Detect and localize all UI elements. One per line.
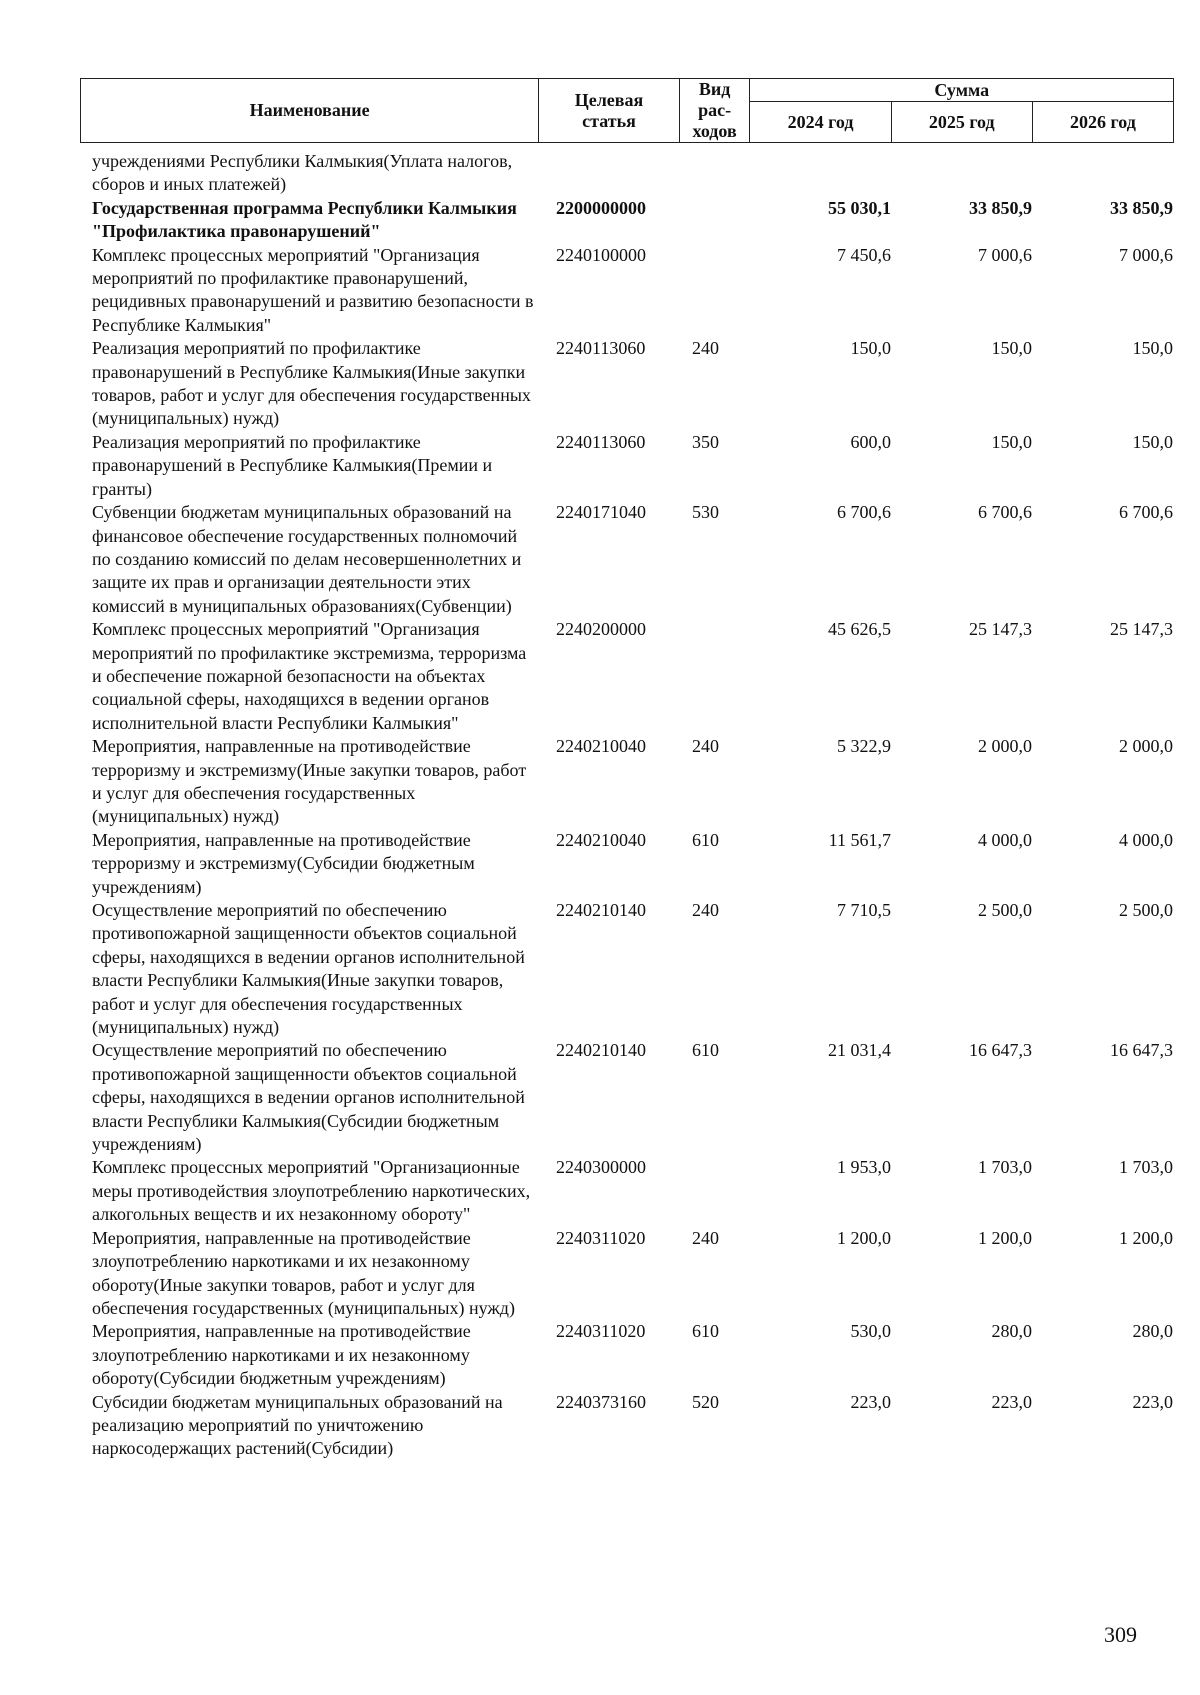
table-row: [92, 501, 1174, 618]
row-sum-2025: 1 200,0: [978, 1227, 1032, 1248]
row-sum-2026: 1 200,0: [1119, 1227, 1173, 1248]
row-article: 2240210140: [556, 900, 646, 920]
table-row: [92, 1039, 1174, 1156]
row-name: Реализация мероприятий по профилактике правонарушений в Республике Калмыкия(Иные закупки товаров, работ и услуг для обеспечения государственных (муниципальных) нужд): [92, 338, 531, 429]
row-name: Комплекс процессных мероприятий "Организационные меры противодействия злоупотреблению наркотических, алкогольных веществ и их незаконному обороту": [92, 1157, 531, 1225]
row-name: Мероприятия, направленные на противодействие терроризму и экстремизму(Субсидии бюджетным учреждениям): [92, 829, 475, 897]
row-sum-2025: 7 000,6: [978, 244, 1032, 265]
row-sum-2026: 150,0: [1132, 338, 1173, 359]
page-number: 309: [1104, 1622, 1137, 1647]
row-sum-2024: 55 030,1: [828, 197, 891, 218]
table-header: [80, 78, 1174, 143]
row-article: 2240113060: [556, 338, 646, 359]
table-row: [92, 1227, 1174, 1321]
table-row: [92, 1320, 1174, 1390]
header-vid-line3: ходов: [692, 121, 737, 141]
row-name: Государственная программа Республики Калмыкия "Профилактика правонарушений": [92, 197, 517, 242]
row-sum-2026: 16 647,3: [1110, 1040, 1173, 1061]
row-sum-2026: 6 700,6: [1119, 502, 1173, 523]
row-name: Мероприятия, направленные на противодействие злоупотреблению наркотиками и их незаконному обороту(Субсидии бюджетным учреждениям): [92, 1321, 471, 1389]
row-sum-2025: 280,0: [991, 1321, 1032, 1342]
header-year-2025: 2025 год: [891, 102, 1032, 143]
header-article: [539, 79, 679, 143]
row-vid: 520: [692, 1391, 719, 1412]
header-vid-line1: Вид: [698, 79, 731, 99]
header-sum: Сумма: [750, 79, 1174, 102]
row-sum-2025: 2 000,0: [978, 736, 1032, 757]
header-article-line2: статья: [582, 110, 636, 131]
row-sum-2026: 150,0: [1132, 431, 1173, 452]
row-vid: 610: [692, 829, 719, 850]
table-row: [92, 735, 1174, 829]
row-article: 2240210040: [556, 829, 646, 850]
row-sum-2026: 25 147,3: [1110, 619, 1173, 640]
header-article-line1: Целевая: [574, 89, 644, 110]
row-sum-2025: 4 000,0: [978, 829, 1032, 850]
row-sum-2024: 1 953,0: [837, 1157, 891, 1178]
row-sum-2024: 530,0: [850, 1321, 891, 1342]
row-sum-2024: 223,0: [850, 1391, 891, 1412]
row-sum-2026: 1 703,0: [1119, 1157, 1173, 1178]
row-sum-2025: 33 850,9: [969, 197, 1032, 218]
row-name: Комплекс процессных мероприятий "Организация мероприятий по профилактике правонарушений, рецидивных правонарушений и развитию безопасности в Республике Калмыкия": [92, 244, 534, 335]
row-article: 2240300000: [556, 1157, 646, 1178]
row-vid: 240: [692, 736, 719, 757]
header-year-2026: 2026 год: [1032, 102, 1173, 143]
row-sum-2024: 7 450,6: [837, 244, 891, 265]
table-row: [92, 197, 1174, 244]
row-article: 2240311020: [556, 1321, 646, 1342]
table-row: [92, 337, 1174, 431]
table-row: [92, 1156, 1174, 1226]
row-sum-2026: 33 850,9: [1110, 197, 1173, 218]
table-row: [92, 899, 1174, 1039]
row-sum-2024: 150,0: [850, 338, 891, 359]
row-article: 2240373160: [556, 1391, 646, 1412]
row-name: Субвенции бюджетам муниципальных образований на финансовое обеспечение государственных полномочий по созданию комиссий по делам несовершеннолетних и защите их прав и организации деятельности этих комиссий в муниципальных образованиях(Субвенции): [92, 502, 522, 616]
row-vid: 530: [692, 502, 719, 523]
row-sum-2024: 600,0: [850, 431, 891, 452]
row-sum-2024: 45 626,5: [828, 619, 891, 640]
row-sum-2025: 6 700,6: [978, 502, 1032, 523]
row-article: 2240113060: [556, 431, 646, 452]
row-name: учреждениями Республики Калмыкия(Уплата налогов, сборов и иных платежей): [92, 151, 513, 195]
row-sum-2026: 2 500,0: [1119, 900, 1173, 920]
row-sum-2025: 2 500,0: [978, 900, 1032, 920]
table-row: [92, 150, 1174, 197]
row-article: 2240200000: [556, 619, 646, 640]
row-name: Реализация мероприятий по профилактике правонарушений в Республике Калмыкия(Премии и гранты): [92, 431, 493, 499]
row-name: Осуществление мероприятий по обеспечению противопожарной защищенности объектов социальной сферы, находящихся в ведении органов исполнительной власти Республики Калмыкия(Иные закупки товаров, работ и услуг для обеспечения государственных (муниципальных) нужд): [92, 900, 525, 1038]
row-name: Мероприятия, направленные на противодействие терроризму и экстремизму(Иные закупки товаров, работ и услуг для обеспечения государственных (муниципальных) нужд): [92, 736, 527, 827]
row-sum-2024: 21 031,4: [828, 1040, 891, 1061]
table-row: [92, 1391, 1174, 1461]
row-sum-2025: 25 147,3: [969, 619, 1032, 640]
table-body: [92, 150, 1174, 1461]
header-year-2024: 2024 год: [750, 102, 891, 143]
row-vid: 610: [692, 1040, 719, 1061]
table-row: [92, 829, 1174, 899]
header-vid-line2: рас-: [698, 100, 732, 120]
row-vid: 350: [692, 431, 719, 452]
row-sum-2024: 6 700,6: [837, 502, 891, 523]
row-sum-2026: 223,0: [1132, 1391, 1173, 1412]
row-sum-2025: 150,0: [991, 431, 1032, 452]
row-article: 2200000000: [556, 197, 646, 218]
row-vid: 610: [692, 1321, 719, 1342]
row-sum-2026: 280,0: [1132, 1321, 1173, 1342]
row-sum-2024: 1 200,0: [837, 1227, 891, 1248]
row-name: Мероприятия, направленные на противодействие злоупотреблению наркотиками и их незаконному обороту(Иные закупки товаров, работ и услуг для обеспечения государственных (муниципальных) нужд): [92, 1227, 515, 1318]
row-vid: 240: [692, 900, 719, 920]
row-name: Осуществление мероприятий по обеспечению противопожарной защищенности объектов социальной сферы, находящихся в ведении органов исполнительной власти Республики Калмыкия(Субсидии бюджетным учреждениям): [92, 1040, 525, 1155]
row-article: 2240210040: [556, 736, 646, 757]
row-sum-2025: 223,0: [991, 1391, 1032, 1412]
table-row: [92, 244, 1174, 338]
row-article: 2240210140: [556, 1040, 646, 1061]
row-sum-2024: 7 710,5: [837, 900, 891, 920]
row-name: Субсидии бюджетам муниципальных образований на реализацию мероприятий по уничтожению наркосодержащих растений(Субсидии): [92, 1391, 503, 1459]
table-row: [92, 431, 1174, 501]
row-sum-2025: 1 703,0: [978, 1157, 1032, 1178]
row-sum-2026: 4 000,0: [1119, 829, 1173, 850]
row-article: 2240311020: [556, 1227, 646, 1248]
row-sum-2025: 16 647,3: [969, 1040, 1032, 1061]
header-name: Наименование: [81, 79, 539, 143]
row-vid: 240: [692, 338, 719, 359]
row-sum-2026: 7 000,6: [1119, 244, 1173, 265]
row-article: 2240100000: [556, 244, 646, 265]
row-vid: 240: [692, 1227, 719, 1248]
row-sum-2024: 5 322,9: [837, 736, 891, 757]
row-sum-2025: 150,0: [991, 338, 1032, 359]
row-sum-2026: 2 000,0: [1119, 736, 1173, 757]
row-sum-2024: 11 561,7: [828, 829, 891, 850]
header-vid: [679, 79, 750, 143]
table-row: [92, 618, 1174, 735]
row-article: 2240171040: [556, 502, 646, 523]
row-name: Комплекс процессных мероприятий "Организация мероприятий по профилактике экстремизма, терроризма и обеспечение пожарной безопасности на объектах социальной сферы, находящихся в ведении органов исполнительной власти Республики Калмыкия": [92, 619, 527, 733]
